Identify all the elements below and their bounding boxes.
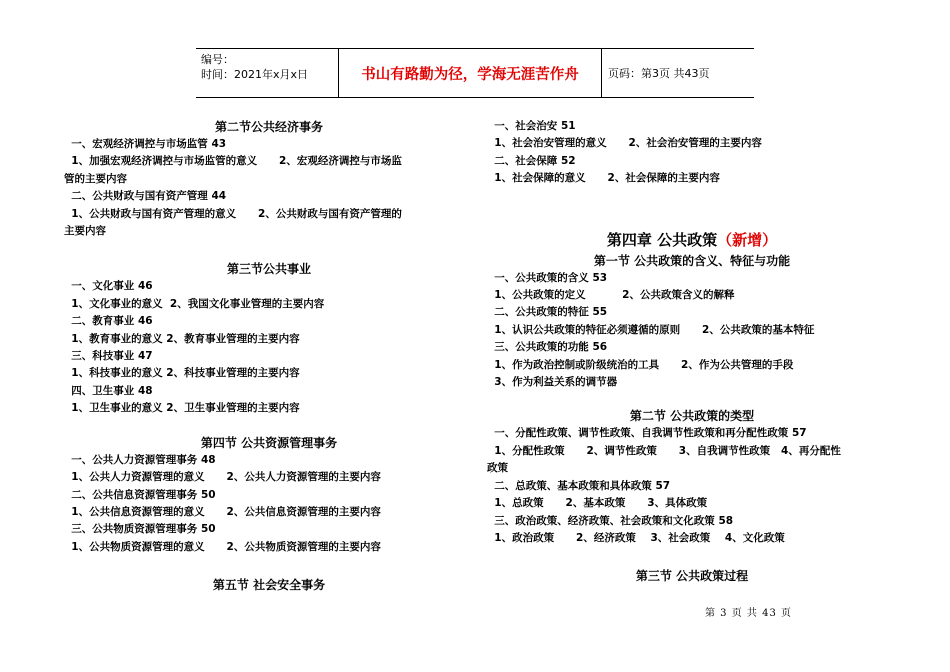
section-title: 第三节公共事业 [226, 262, 311, 277]
outline-item: 1、政治政策 2、经济政策 3、社会政策 4、文化政策 [487, 531, 785, 544]
section-title: 第五节 社会安全事务 [212, 578, 326, 593]
outline-item: 1、认识公共政策的特征必须遵循的原则 2、公共政策的基本特征 [487, 323, 815, 336]
outline-item: 1、社会保障的意义 2、社会保障的主要内容 [487, 172, 720, 185]
page-header [196, 48, 754, 98]
outline-item: 1、公共人力资源管理的意义 2、公共人力资源管理的主要内容 [64, 471, 381, 484]
outline-item: 三、政治政策、经济政策、社会政策和文化政策 58 [487, 514, 734, 527]
outline-item: 3、作为利益关系的调节器 [487, 376, 618, 389]
chapter-title [487, 228, 897, 252]
outline-item: 二、总政策、基本政策和具体政策 57 [487, 479, 671, 492]
chapter-new-tag: （新增） [717, 230, 778, 249]
outline-item: 1、加强宏观经济调控与市场监管的意义 2、宏观经济调控与市场监 [64, 155, 402, 168]
section-title: 第二节公共经济事务 [214, 120, 323, 134]
outline-item: 1、作为政治控制或阶级统治的工具 2、作为公共管理的手段 [487, 358, 794, 371]
outline-item: 1、总政策 2、基本政策 3、具体政策 [487, 497, 708, 510]
outline-item: 1、文化事业的意义 2、我国文化事业管理的主要内容 [64, 297, 325, 310]
outline-item: 三、公共政策的功能 56 [487, 341, 608, 354]
outline-item: 政策 [487, 462, 508, 475]
outline-item: 1、社会治安管理的意义 2、社会治安管理的主要内容 [487, 137, 762, 150]
outline-item: 三、公共物质资源管理事务 50 [64, 523, 216, 536]
header-page-label: 页码：第3页 共43页 [608, 67, 710, 80]
time-label: 时间：2021年x月x日 [201, 68, 309, 81]
header-motto: 书山有路勤为径，学海无涯苦作舟 [339, 49, 602, 97]
outline-item: 一、公共人力资源管理事务 48 [64, 453, 216, 466]
outline-item: 1、公共信息资源管理的意义 2、公共信息资源管理的主要内容 [64, 505, 381, 518]
outline-item: 二、公共财政与国有资产管理 44 [64, 190, 227, 203]
outline-item: 1、卫生事业的意义 2、卫生事业管理的主要内容 [64, 402, 300, 415]
outline-item: 管的主要内容 [64, 172, 127, 185]
outline-item: 一、分配性政策、调节性政策、自我调节性政策和再分配性政策 57 [487, 427, 807, 440]
outline-item: 1、公共物质资源管理的意义 2、公共物质资源管理的主要内容 [64, 540, 381, 553]
outline-item: 一、文化事业 46 [64, 280, 153, 293]
header-meta [196, 49, 339, 97]
outline-item: 1、公共财政与国有资产管理的意义 2、公共财政与国有资产管理的 [64, 207, 402, 220]
outline-item: 1、教育事业的意义 2、教育事业管理的主要内容 [64, 332, 300, 345]
outline-item: 二、教育事业 46 [64, 315, 153, 328]
outline-item: 一、公共政策的含义 53 [487, 271, 608, 284]
outline-item: 四、卫生事业 48 [64, 384, 153, 397]
section-title: 第一节 公共政策的含义、特征与功能 [593, 253, 791, 268]
outline-item: 一、社会治安 51 [487, 120, 576, 132]
outline-item: 主要内容 [64, 225, 106, 238]
outline-item: 1、分配性政策 2、调节性政策 3、自我调节性政策 4、再分配性 [487, 444, 841, 457]
outline-item: 一、宏观经济调控与市场监管 43 [64, 138, 227, 150]
outline-item: 1、公共政策的定义 2、公共政策含义的解释 [487, 289, 735, 302]
right-column [487, 118, 897, 585]
section-title: 第四节 公共资源管理事务 [200, 435, 338, 450]
chapter-title-text: 第四章 公共政策 [606, 230, 718, 249]
section-title: 第三节 公共政策过程 [635, 569, 749, 584]
outline-item: 三、科技事业 47 [64, 350, 153, 363]
outline-item: 二、公共信息资源管理事务 50 [64, 488, 216, 501]
left-column [64, 118, 474, 594]
page-footer: 第 3 页 共 43 页 [705, 608, 792, 619]
number-label: 编号： [201, 53, 234, 66]
outline-item: 二、社会保障 52 [487, 154, 576, 167]
section-title: 第二节 公共政策的类型 [629, 409, 755, 424]
outline-item: 1、科技事业的意义 2、科技事业管理的主要内容 [64, 367, 300, 380]
outline-item: 二、公共政策的特征 55 [487, 306, 608, 319]
